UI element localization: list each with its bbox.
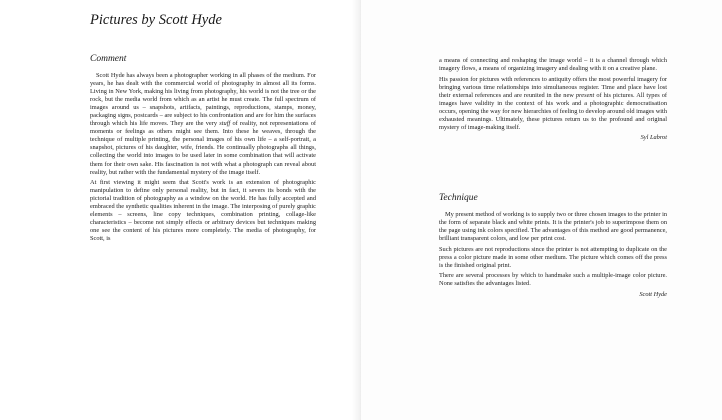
comment-paragraph-1 — [90, 72, 316, 177]
comment-paragraph-4-text: His passion for pictures with references to antiquity offers the most powerful imagery for bringing various time relationships into simultaneous register. Time and place have lost their external references and are reunited in the new — [439, 75, 667, 99]
comment-paragraph-1-emphasis: stuff — [219, 120, 231, 128]
technique-paragraph-2: Such pictures are not reproductions since the printer is not attempting to duplicate on the press a color picture made in some other medium. The picture which comes off the press is the finished original print. — [439, 245, 667, 269]
comment-column-left — [90, 72, 316, 246]
comment-heading: Comment — [90, 54, 127, 64]
comment-paragraph-4-end: of his pictures. All types of images have validity in the context of his work and a photographic democratisation occurs, opening the way for new hierarchies of feeling to develop around old images with exhausted meanings. Ultimately, these pictures return us to the profound and original mystery of image-making itself. — [439, 91, 667, 131]
comment-column-right — [439, 57, 667, 145]
technique-paragraph-3: There are several processes by which to handmake such a multiple-image color picture. None satisfies the advantages listed. — [439, 272, 667, 288]
technique-heading: Technique — [439, 193, 478, 203]
right-page — [361, 0, 722, 420]
comment-paragraph-3: a means of connecting and reshaping the image world – it is a channel through which imagery flows, a means of organizing imagery and dealing with it on a creative plane. — [439, 57, 667, 73]
comment-paragraph-2: At first viewing it might seem that Scott's work is an extension of photographic manipulation to define only personal reality, but in fact, it severs its bonds with the pictorial tradition of photography as a window on the world. He has fully accepted and embraced the synthetic qualities inherent in the image. The interposing of purely graphic elements – screens, line copy techniques, combination printing, collage-like characteristics – become not simply effects or arbitrary devices but techniques making one see the content of his pictures more completely. The media of photography, for Scott, is — [90, 179, 316, 243]
technique-column — [439, 211, 667, 301]
book-title: Pictures by Scott Hyde — [90, 12, 222, 28]
comment-paragraph-1-end: of reality, not representations of moments or feelings as others might see them. Into these he weaves, through the technique of multiple printing, the personal images of his own life – a self-portrait, a snapshot, pictures of his daughter, wife, friends. He continually photographs all things, collecting the world into images to be used later in some combination that will activate them for their own sake. His fascination is not with what a photograph can reveal about reality, but rather with the fundamental mystery of the image itself. — [90, 120, 316, 176]
comment-paragraph-4 — [439, 76, 667, 132]
technique-paragraph-1: My present method of working is to supply two or three chosen images to the printer in the form of separate black and white prints. It is the printer's job to superimpose them on the page using ink colors specified. The advantages of this method are good permanence, brilliant transparent colors, and low per print cost. — [439, 211, 667, 243]
comment-signature: Syl Labrot — [640, 134, 667, 142]
comment-paragraph-1-text: Scott Hyde has always been a photographer working in all phases of the medium. For years, he has dealt with the commercial world of photography in almost all its forms. Living in New York, making his living from photography, his world is not the tree or the rock, but the media world from which as an artist he must create. The full spectrum of images around us – snapshots, artifacts, paintings, reproductions, stamps, money, packaging signs, postcards – are subject to his confrontation and are for him the surfaces through which his life moves. They are the very — [90, 72, 316, 128]
technique-signature: Scott Hyde — [639, 290, 667, 298]
comment-paragraph-4-emphasis: present — [575, 91, 595, 99]
